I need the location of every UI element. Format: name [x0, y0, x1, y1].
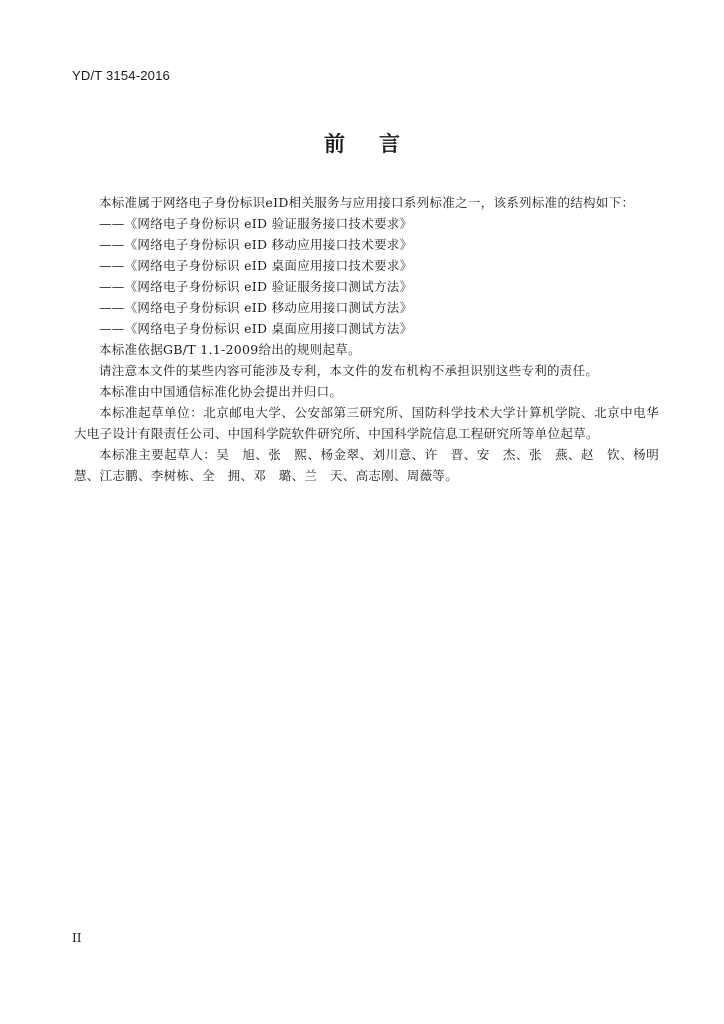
series-item: ——《网络电子身份标识 eID 桌面应用接口技术要求》: [99, 258, 413, 273]
foreword-body: [74, 192, 659, 486]
series-item: ——《网络电子身份标识 eID 移动应用接口测试方法》: [99, 300, 413, 315]
intro-paragraph: 本标准属于网络电子身份标识eID相关服务与应用接口系列标准之一，该系列标准的结构如下：: [99, 195, 635, 210]
patent-notice-paragraph: 请注意本文件的某些内容可能涉及专利，本文件的发布机构不承担识别这些专利的责任。: [99, 363, 599, 378]
series-item: ——《网络电子身份标识 eID 移动应用接口技术要求》: [99, 237, 413, 252]
proposer-paragraph: 本标准由中国通信标准化协会提出并归口。: [99, 384, 343, 399]
series-item: ——《网络电子身份标识 eID 桌面应用接口测试方法》: [99, 321, 413, 336]
series-item: ——《网络电子身份标识 eID 验证服务接口技术要求》: [99, 216, 413, 231]
series-item: ——《网络电子身份标识 eID 验证服务接口测试方法》: [99, 279, 413, 294]
page-title: 前言: [324, 132, 434, 156]
drafting-rule-paragraph: 本标准依据GB/T 1.1-2009给出的规则起草。: [99, 342, 361, 357]
standard-code: YD/T 3154-2016: [72, 68, 170, 83]
page-number: II: [72, 931, 82, 945]
drafting-units-paragraph: 本标准起草单位：北京邮电大学、公安部第三研究所、国防科学技术大学计算机学院、北京中电华大电子设计有限责任公司、中国科学院软件研究所、中国科学院信息工程研究所等单位起草。: [74, 405, 659, 441]
drafters-paragraph: 本标准主要起草人：吴 旭、张 熙、杨金翠、刘川意、许 晋、安 杰、张 燕、赵 钦、杨明慧、江志鹏、李树栋、全 拥、邓 璐、兰 天、高志刚、周薇等。: [74, 447, 659, 483]
series-list: [74, 213, 659, 339]
